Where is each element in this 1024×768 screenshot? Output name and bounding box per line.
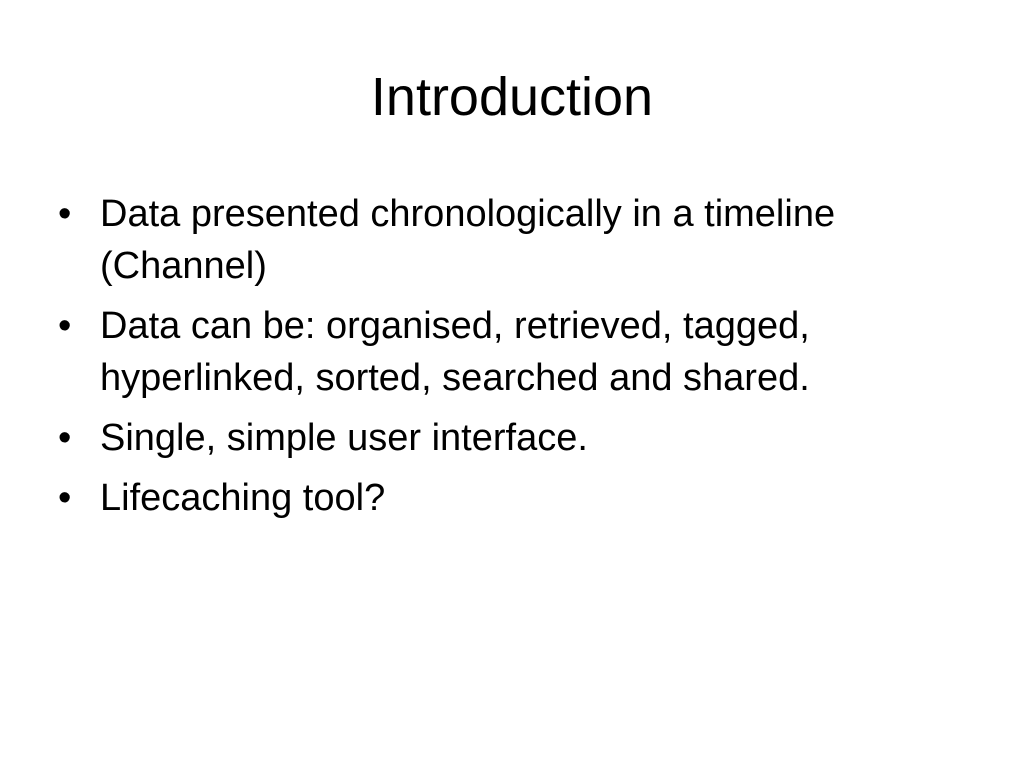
bullet-item-4 bbox=[58, 472, 978, 524]
bullet-item-3 bbox=[58, 412, 978, 464]
bullet-icon: • bbox=[58, 417, 72, 459]
bullet-icon: • bbox=[58, 477, 72, 519]
bullet-list bbox=[58, 188, 978, 532]
slide-title: Introduction bbox=[370, 67, 654, 127]
bullet-icon: • bbox=[58, 305, 72, 347]
bullet-item-2 bbox=[58, 300, 978, 404]
bullet-item-1 bbox=[58, 188, 978, 292]
bullet-text-3: Single, simple user interface. bbox=[100, 417, 588, 459]
bullet-text-2: Data can be: organised, retrieved, tagged, hyperlinked, sorted, searched and shared. bbox=[100, 305, 810, 399]
bullet-icon: • bbox=[58, 193, 72, 235]
bullet-text-4: Lifecaching tool? bbox=[100, 477, 386, 519]
bullet-text-1: Data presented chronologically in a timeline (Channel) bbox=[100, 193, 836, 287]
